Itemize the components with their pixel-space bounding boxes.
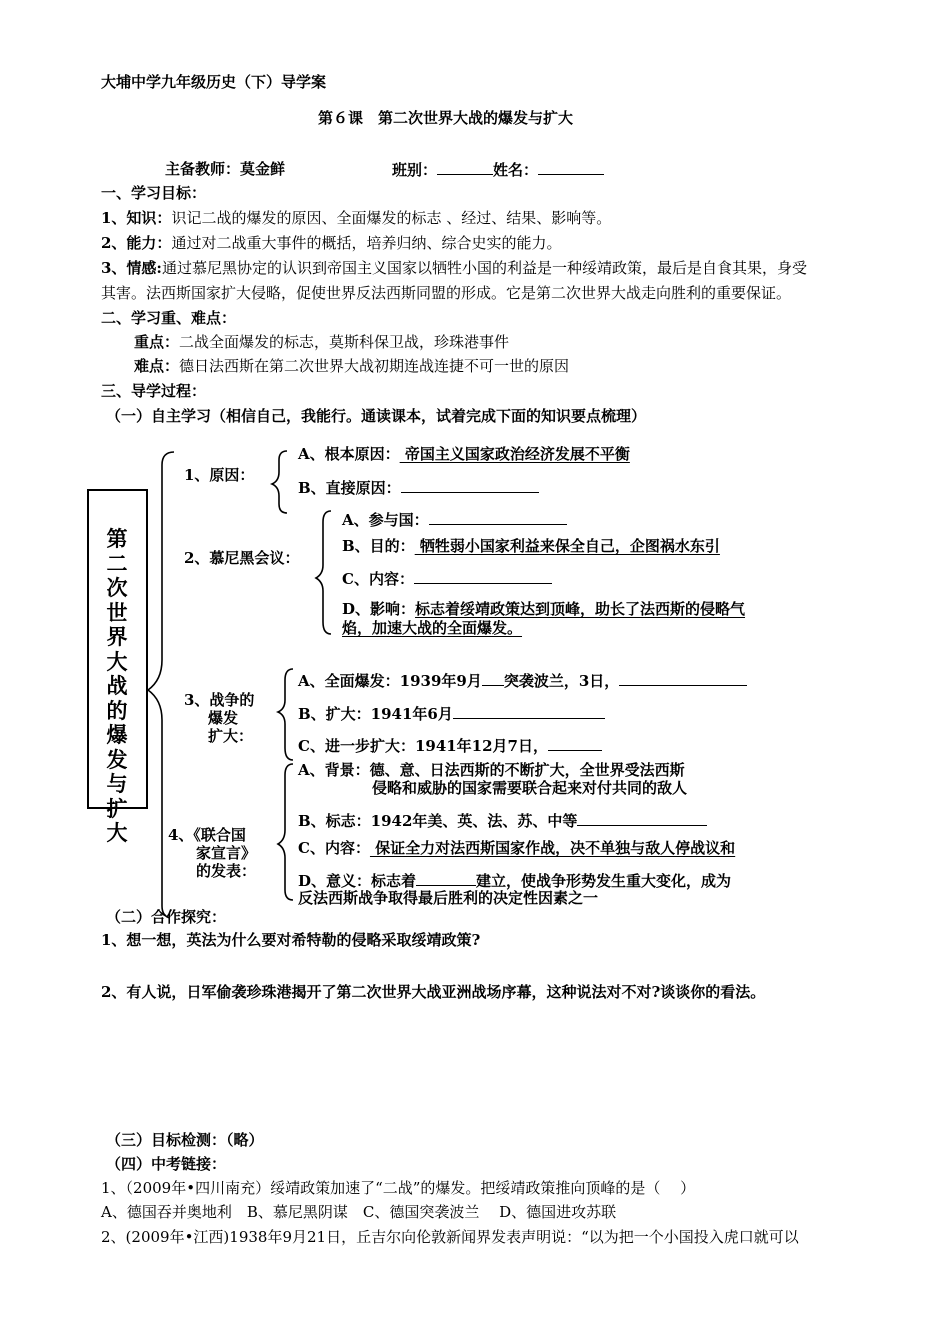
munich-impact-answer: 标志着绥靖政策达到顶峰，助长了法西斯的侵略气 [415,600,746,618]
declaration-significance-cont: 反法西斯战争取得最后胜利的决定性因素之一 [298,889,599,907]
declaration-background-cont: 侵略和威胁的国家需要联合起来对付共同的敌人 [372,779,688,797]
causes-label: 1、原因： [184,466,255,484]
process-heading: 三、导学过程： [101,382,207,400]
cooperation-q1: 1、想一想，英法为什么要对希特勒的侵略采取绥靖政策? [101,931,481,949]
munich-participants-blank[interactable] [429,509,567,525]
declaration-significance: D、意义：标志着 建立，使战争形势发生重大变化，成为 [298,872,732,890]
declaration-label-3: 的发表： [196,862,257,880]
declaration-sign-blank[interactable] [577,810,707,826]
declaration-content: C、内容： 保证全力对法西斯国家作战，决不单独与敌人停战议和 [298,839,736,857]
cause-fundamental: A、根本原因： 帝国主义国家政治经济发展不平衡 [298,445,630,463]
goal-emotion: 3、情感:通过慕尼黑协定的认识到帝国主义国家以牺牲小国的利益是一种绥靖政策，最后是自食其果，身受 [101,259,807,277]
goals-heading: 一、学习目标： [101,184,207,202]
munich-brace [316,511,331,634]
war-label-3: 扩大： [208,727,254,745]
munich-impact: D、影响：标志着绥靖政策达到顶峰，助长了法西斯的侵略气 [342,600,746,618]
war-expand: B、扩大：1941年6月 [298,703,605,724]
declaration-significance-blank[interactable] [416,870,476,886]
war-outbreak-blank-2[interactable] [619,670,747,686]
goal-knowledge: 1、知识：识记二战的爆发的原因、全面爆发的标志 、经过、结果、影响等。 [101,209,612,227]
munich-label: 2、慕尼黑会议： [184,549,300,567]
declaration-label-2: 家宣言》 [196,844,257,862]
war-outbreak-blank-1[interactable] [482,670,504,686]
teacher-label: 主备教师：莫金鲜 [165,160,286,178]
cause-direct: B、直接原因： [298,477,539,498]
munich-impact-cont: 焰，加速大战的全面爆发。 [342,619,523,637]
cause-fundamental-answer: 帝国主义国家政治经济发展不平衡 [399,445,630,463]
exam-q2: 2、(2009年•江西)1938年9月21日，丘吉尔向伦敦新闻界发表声明说：“以为把一个小国投入虎口就可以 [101,1228,799,1246]
cause-direct-blank[interactable] [401,477,539,493]
difficult-point: 难点：德日法西斯在第二次世界大战初期连战连捷不可一世的原因 [134,357,570,375]
school-header: 大埔中学九年级历史（下）导学案 [101,73,327,91]
main-brace [148,452,174,918]
class-label: 班别： [392,161,438,179]
exam-q1: 1、（2009年•四川南充）绥靖政策加速了“二战”的爆发。把绥靖政策推向顶峰的是（ ） [101,1179,696,1197]
war-expand-blank[interactable] [453,703,605,719]
name-label: 姓名： [493,161,539,179]
declaration-content-answer: 保证全力对法西斯国家作战，决不单独与敌人停战议和 [369,839,736,857]
goal-emotion-cont: 其害。法西斯国家扩大侵略，促使世界反法西斯同盟的形成。它是第二次世界大战走向胜利的重要保证。 [101,284,792,302]
declaration-background: A、背景：德、意、日法西斯的不断扩大，全世界受法西斯 [298,761,685,779]
war-label-1: 3、战争的 [184,691,255,709]
munich-content-blank[interactable] [414,568,552,584]
cooperation-q2: 2、有人说，日军偷袭珍珠港揭开了第二次世界大战亚洲战场序幕，这种说法对不对?谈谈你的看法。 [101,983,766,1001]
exam-link-heading: （四）中考链接： [106,1155,227,1173]
munich-participants: A、参与国： [342,509,567,530]
keypoints-heading: 二、学习重、难点： [101,309,237,327]
declaration-label-1: 4、《联合国 [168,826,246,844]
self-study-heading: （一）自主学习（相信自己，我能行。通读课本，试着完成下面的知识要点梳理） [106,407,647,425]
war-outbreak: A、全面爆发：1939年9月 突袭波兰，3日， [298,670,747,691]
cooperation-heading: （二）合作探究： [106,908,227,926]
war-further-blank[interactable] [548,735,602,751]
lesson-title: 第６课 第二次世界大战的爆发与扩大 [318,109,574,127]
cause-brace [272,451,287,513]
diagram-main-title: 第二次世界大战的爆发与扩大 [106,526,128,845]
key-point: 重点：二战全面爆发的标志，莫斯科保卫战，珍珠港事件 [134,333,510,351]
diagram-main-title-box [87,489,148,845]
war-label-2: 爆发 [208,709,239,727]
war-brace [278,669,293,760]
test-heading: （三）目标检测：（略） [106,1131,264,1149]
declaration-sign: B、标志：1942年美、英、法、苏、中等 [298,810,707,831]
goal-ability: 2、能力：通过对二战重大事件的概括，培养归纳、综合史实的能力。 [101,234,562,252]
munich-purpose-answer: 牺牲弱小国家利益来保全自己，企图祸水东引 [414,537,720,555]
war-further-expand: C、进一步扩大：1941年12月7日， [298,735,602,756]
munich-purpose: B、目的： 牺牲弱小国家利益来保全自己，企图祸水东引 [342,537,720,555]
declaration-brace [278,764,293,900]
munich-content: C、内容： [342,568,552,589]
exam-q1-options: A、德国吞并奥地利 B、慕尼黑阴谋 C、德国突袭波兰 D、德国进攻苏联 [101,1203,617,1221]
